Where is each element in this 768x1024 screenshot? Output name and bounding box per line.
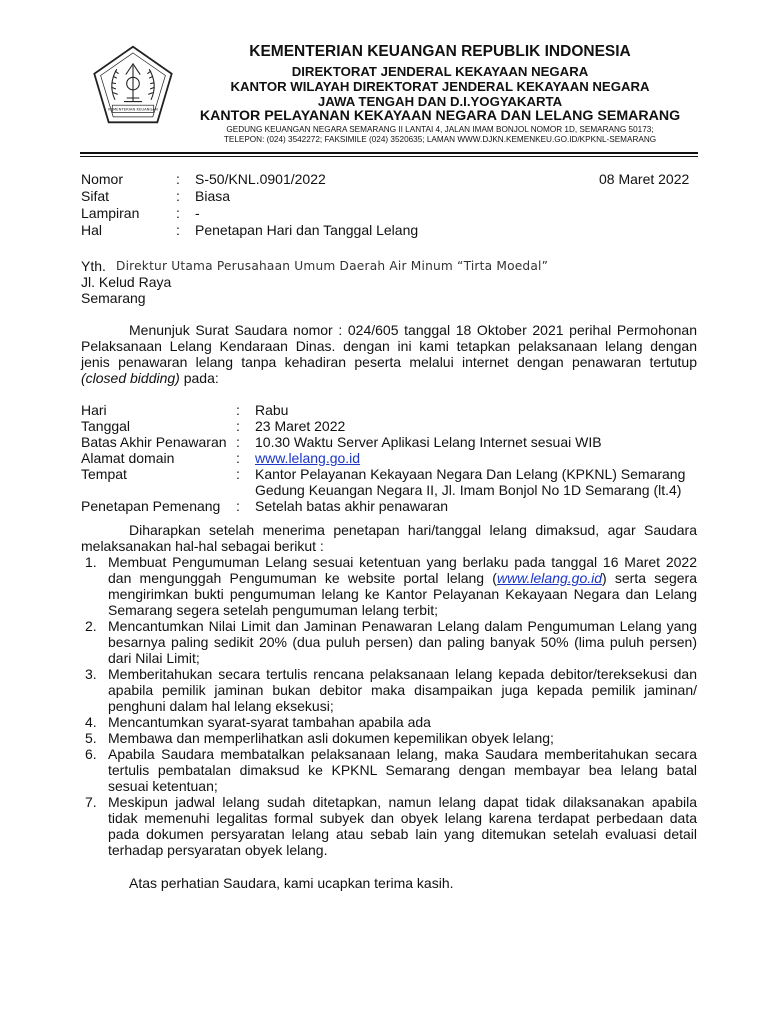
portal-link[interactable]: www.lelang.go.id: [496, 570, 603, 586]
colon: :: [176, 222, 180, 238]
request-line: melaksanakan hal-hal sebagai berikut :: [81, 538, 324, 554]
list-number: 2.: [85, 618, 97, 634]
hari-value: Rabu: [255, 402, 289, 418]
list-item-line: mengirimkan bukti pengumuman lelang ke Kantor Pelayanan Kekayaan Negara dan Lelang: [108, 586, 697, 602]
lampiran-label: Lampiran: [81, 205, 140, 221]
nomor-label: Nomor: [81, 171, 124, 187]
sifat-label: Sifat: [81, 188, 110, 204]
list-item-text: dan mengunggah Pengumuman ke website portal lelang (: [108, 570, 497, 586]
regional-office-name: KANTOR WILAYAH DIREKTORAT JENDERAL KEKAYAAN NEGARA: [230, 79, 650, 94]
list-item-line: Mencantumkan Nilai Limit dan Jaminan Penawaran Lelang dalam Pengumuman Lelang yang: [108, 618, 697, 634]
list-item-line: dari Nilai Limit;: [108, 650, 200, 666]
letter-date: 08 Maret 2022: [599, 171, 690, 187]
tanggal-value: 23 Maret 2022: [255, 418, 346, 434]
colon: :: [176, 171, 180, 187]
pemenang-value: Setelah batas akhir penawaran: [255, 498, 449, 514]
recipient-salutation: Yth.: [81, 258, 106, 274]
office-address: GEDUNG KEUANGAN NEGARA SEMARANG II LANTAI 4, JALAN IMAM BONJOL NOMOR 1D, SEMARANG 50173;: [226, 125, 654, 134]
list-number: 3.: [85, 666, 97, 682]
list-item-line: Membuat Pengumuman Lelang sesuai ketentuan yang berlaku pada tanggal 16 Maret 2022: [108, 554, 697, 570]
colon: :: [176, 188, 180, 204]
list-number: 4.: [85, 714, 97, 730]
logo-text: KEMENTERIAN KEUANGAN: [108, 107, 158, 112]
intro-line: [81, 370, 219, 386]
domain-label: Alamat domain: [81, 450, 175, 466]
list-item-line: sesuai ketentuan;: [108, 778, 218, 794]
office-contact: TELEPON: (024) 3542272; FAKSIMILE (024) 3520635; LAMAN WWW.DJKN.KEMENKEU.GO.ID/KPKNL-SEMARANG: [223, 135, 657, 144]
hal-value: Penetapan Hari dan Tanggal Lelang: [195, 222, 419, 238]
list-item-line: Meskipun jadwal lelang sudah ditetapkan, namun lelang dapat tidak dilaksanakan apabila: [108, 794, 697, 810]
list-item-line: besarnya paling sedikit 20% (dua puluh persen) dan paling banyak 50% (lima puluh persen): [108, 634, 697, 650]
region-name: JAWA TENGAH DAN D.I.YOGYAKARTA: [317, 94, 563, 109]
recipient-city: Semarang: [81, 290, 146, 306]
directorate-name: DIREKTORAT JENDERAL KEKAYAAN NEGARA: [291, 64, 589, 79]
list-item-line: tertulis pembatalan dimaksud ke KPKNL Semarang dengan membayar bea lelang batal: [108, 762, 697, 778]
list-number: 6.: [85, 746, 97, 762]
list-item-line: apabila pemilik jaminan bukan debitor maka disampaikan juga kepada pemilik jaminan/: [108, 682, 697, 698]
colon: :: [236, 466, 240, 482]
colon: :: [236, 418, 240, 434]
domain-link[interactable]: www.lelang.go.id: [255, 450, 361, 466]
list-item-line: [108, 570, 697, 586]
list-item-line: Memberitahukan secara tertulis rencana pelaksanaan lelang kepada debitor/tereksekusi dan: [108, 666, 697, 682]
intro-line: Pelaksanaan Lelang Kendaraan Dinas. dengan ini kami tetapkan pelaksanaan lelang dengan: [81, 338, 697, 354]
colon: :: [176, 205, 180, 221]
hari-label: Hari: [81, 402, 107, 418]
list-item-line: Semarang segera setelah pengumuman lelang terbit;: [108, 602, 438, 618]
colon: :: [236, 498, 240, 514]
nomor-value: S-50/KNL.0901/2022: [195, 171, 326, 187]
colon: :: [236, 450, 240, 466]
list-item-line: Apabila Saudara membatalkan pelaksanaan lelang, maka Saudara memberitahukan secara: [108, 746, 697, 762]
tempat-value: Kantor Pelayanan Kekayaan Negara Dan Lelang (KPKNL) Semarang: [255, 466, 686, 482]
hal-label: Hal: [81, 222, 103, 238]
list-item-line: penghuni dalam hal lelang eksekusi;: [108, 698, 334, 714]
request-line: Diharapkan setelah menerima penetapan hari/tanggal lelang dimaksud, agar Saudara: [129, 522, 697, 538]
batas-label: Batas Akhir Penawaran: [81, 434, 227, 450]
closed-bidding-term: (closed bidding): [81, 370, 180, 386]
tempat-label: Tempat: [81, 466, 127, 482]
batas-value: 10.30 Waktu Server Aplikasi Lelang Internet sesuai WIB: [255, 434, 602, 450]
letterhead-divider-thin: [80, 156, 698, 157]
ministry-name: KEMENTERIAN KEUANGAN REPUBLIK INDONESIA: [249, 43, 631, 60]
office-name: KANTOR PELAYANAN KEKAYAAN NEGARA DAN LELANG SEMARANG: [199, 108, 681, 124]
recipient-name: Direktur Utama Perusahaan Umum Daerah Air Minum “Tirta Moedal”: [116, 259, 549, 273]
sifat-value: Biasa: [195, 188, 231, 204]
list-number: 5.: [85, 730, 97, 746]
intro-line: Menunjuk Surat Saudara nomor : 024/605 tanggal 18 Oktober 2021 perihal Permohonan: [129, 322, 697, 338]
lampiran-value: -: [195, 205, 200, 221]
recipient-street: Jl. Kelud Raya: [81, 274, 172, 290]
list-item-line: Mencantumkan syarat-syarat tambahan apabila ada: [108, 714, 431, 730]
list-item-line: pada dokumen persyaratan lelang atau sebab lain yang ditemukan setelah evaluasi detail: [108, 826, 697, 842]
list-item-line: terhadap persyaratan obyek lelang.: [108, 842, 328, 858]
intro-line-rest: pada:: [179, 370, 219, 386]
colon: :: [236, 434, 240, 450]
letterhead-divider: [80, 152, 698, 154]
list-number: 7.: [85, 794, 97, 810]
closing-line: Atas perhatian Saudara, kami ucapkan terima kasih.: [129, 875, 454, 891]
pemenang-label: Penetapan Pemenang: [81, 498, 221, 514]
list-item-text: ) serta segera: [602, 570, 698, 586]
list-item-line: Membawa dan memperlihatkan asli dokumen kepemilikan obyek lelang;: [108, 730, 554, 746]
ministry-logo: [88, 44, 178, 134]
intro-line: jenis penawaran lelang tanpa kehadiran peserta melalui internet dengan penawaran tertutup: [81, 354, 697, 370]
list-item-line: tidak memenuhi legalitas formal subyek dan obyek lelang karena terdapat perbedaan data: [108, 810, 697, 826]
list-number: 1.: [85, 554, 97, 570]
colon: :: [236, 402, 240, 418]
tanggal-label: Tanggal: [81, 418, 131, 434]
tempat-address: Gedung Keuangan Negara II, Jl. Imam Bonjol No 1D Semarang (lt.4): [255, 482, 682, 498]
